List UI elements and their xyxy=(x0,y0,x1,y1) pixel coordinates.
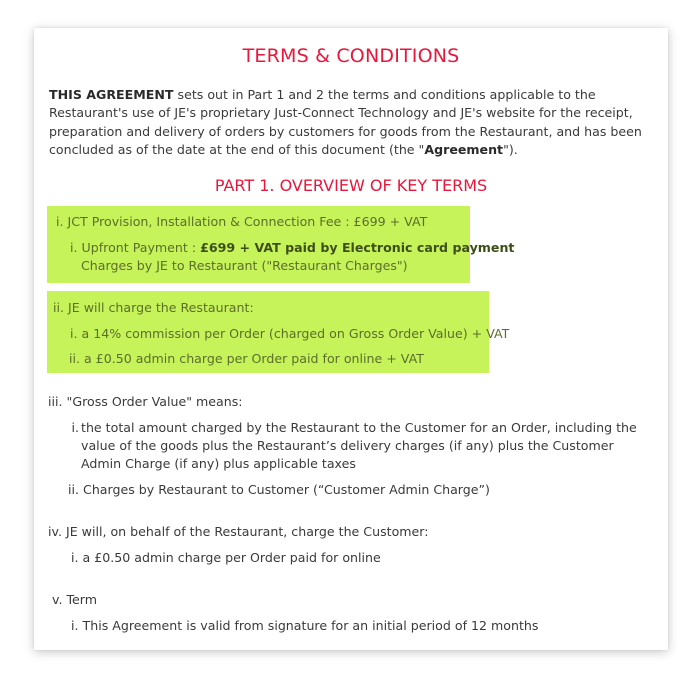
intro-paragraph xyxy=(49,86,654,160)
part1-title: PART 1. OVERVIEW OF KEY TERMS xyxy=(214,176,488,195)
section-ii-text: JE will charge the Restaurant: xyxy=(68,300,254,315)
section-iv-item-1-text: a £0.50 admin charge per Order paid for online xyxy=(82,550,381,565)
section-i-sub-label: Upfront Payment : xyxy=(81,240,201,255)
section-v-item-1 xyxy=(71,617,538,635)
section-ii-item-2-text: a £0.50 admin charge per Order paid for online + VAT xyxy=(84,351,424,366)
section-iv-item-1 xyxy=(71,549,381,567)
section-ii-item-1 xyxy=(70,325,509,343)
section-v-item-1-text: This Agreement is valid from signature for an initial period of 12 months xyxy=(82,618,539,633)
section-iii-item-1-marker: i. xyxy=(71,420,79,435)
section-iii-text: "Gross Order Value" means: xyxy=(66,394,243,409)
section-i-sub-line xyxy=(70,239,514,257)
section-ii-marker: ii. xyxy=(53,300,65,315)
section-iii-item-2-text: Charges by Restaurant to Customer (“Customer Admin Charge”) xyxy=(83,482,490,497)
section-v-line xyxy=(52,591,97,609)
section-iv-marker: iv. xyxy=(48,524,62,539)
section-iii-item-1-text: the total amount charged by the Restaurant to the Customer for an Order, including the value of the goods plus the Restaurant’s delivery charges (if any) plus the Customer Admin Charge (if any) plus applicable taxes xyxy=(81,420,637,471)
document-page xyxy=(34,28,668,650)
section-ii-item-2 xyxy=(69,350,424,368)
section-i-sub-bold: £699 + VAT paid by Electronic card payment xyxy=(200,240,515,255)
intro-defined-term: Agreement xyxy=(424,142,504,158)
section-i-text: JCT Provision, Installation & Connection Fee : £699 + VAT xyxy=(67,214,428,229)
intro-end: "). xyxy=(503,142,518,158)
section-iii-line xyxy=(48,393,243,411)
section-ii-item-1-text: a 14% commission per Order (charged on Gross Order Value) + VAT xyxy=(81,326,510,341)
section-v-marker: v. xyxy=(52,592,63,607)
section-i-sub-marker: i. xyxy=(70,240,78,255)
section-iii-item-1 xyxy=(64,419,654,473)
highlight-section-ii xyxy=(47,291,510,373)
intro-lead: THIS AGREEMENT xyxy=(49,87,174,102)
document-title: TERMS & CONDITIONS xyxy=(242,45,460,67)
section-i-sub-line2: Charges by JE to Restaurant ("Restaurant Charges") xyxy=(81,258,408,273)
section-iii-item-2-marker: ii. xyxy=(68,482,80,497)
section-iv-text: JE will, on behalf of the Restaurant, charge the Customer: xyxy=(66,524,429,539)
section-ii-item-2-marker: ii. xyxy=(69,351,81,366)
section-iii-item-2 xyxy=(68,481,490,499)
highlight-section-i xyxy=(47,206,515,283)
section-iii-marker: iii. xyxy=(48,394,63,409)
section-i-line xyxy=(56,213,427,231)
intro-body: sets out in Part 1 and 2 the terms and conditions applicable to the Restaurant's use of JE's proprietary Just-Connect Technology and JE's website for the receipt, preparation and delivery of orders by customers for goods from the Restaurant, and has been concluded as of the date at the end of this document (the " xyxy=(49,87,642,158)
section-i-marker: i. xyxy=(56,214,64,229)
section-v-text: Term xyxy=(66,592,98,607)
section-v-item-1-marker: i. xyxy=(71,618,79,633)
section-iv-line xyxy=(48,523,429,541)
section-ii-line xyxy=(53,299,254,317)
section-ii-item-1-marker: i. xyxy=(70,326,78,341)
section-iv-item-1-marker: i. xyxy=(71,550,79,565)
